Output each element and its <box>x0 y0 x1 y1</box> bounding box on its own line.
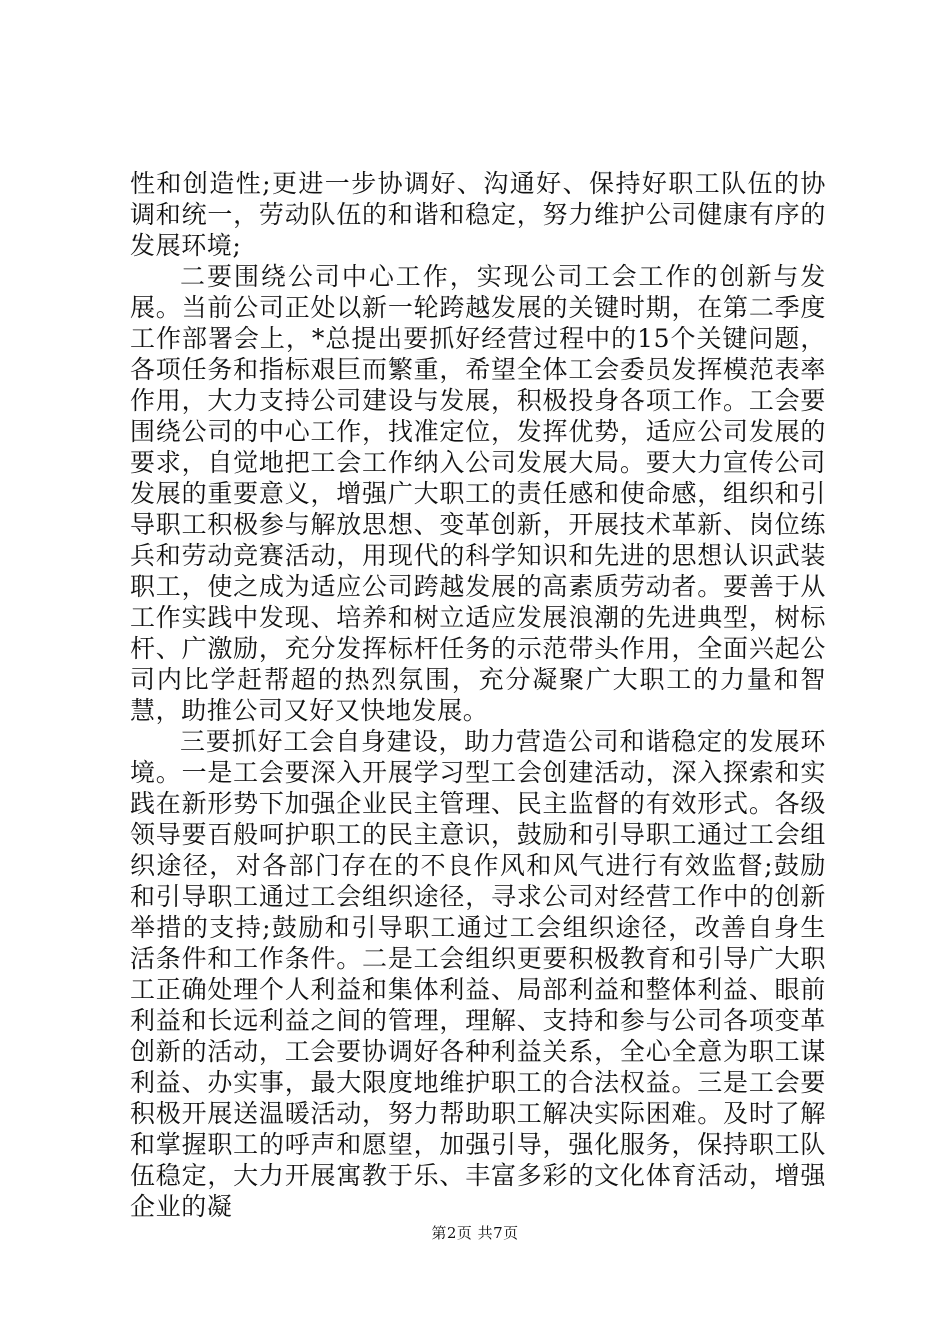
document-body <box>130 168 826 1222</box>
paragraph-3: 三要抓好工会自身建设，助力营造公司和谐稳定的发展环境。一是工会要深入开展学习型工会创建活动，深入探索和实践在新形势下加强企业民主管理、民主监督的有效形式。各级领导要百般呵护职工的民主意识，鼓励和引导职工通过工会组织途径，对各部门存在的不良作风和风气进行有效监督;鼓励和引导职工通过工会组织途径，寻求公司对经营工作中的创新举措的支持;鼓励和引导职工通过工会组织途径，改善自身生活条件和工作条件。二是工会组织更要积极教育和引导广大职工正确处理个人利益和集体利益、局部利益和整体利益、眼前利益和长远利益之间的管理，理解、支持和参与公司各项变革创新的活动，工会要协调好各种利益关系，全心全意为职工谋利益、办实事，最大限度地维护职工的合法权益。三是工会要积极开展送温暖活动，努力帮助职工解决实际困难。及时了解和掌握职工的呼声和愿望，加强引导，强化服务，保持职工队伍稳定，大力开展寓教于乐、丰富多彩的文化体育活动，增强企业的凝 <box>130 727 826 1221</box>
paragraph-1: 性和创造性;更进一步协调好、沟通好、保持好职工队伍的协调和统一，劳动队伍的和谐和稳定，努力维护公司健康有序的发展环境; <box>130 169 826 260</box>
paragraph-2: 二要围绕公司中心工作，实现公司工会工作的创新与发展。当前公司正处以新一轮跨越发展的关键时期，在第二季度工作部署会上，*总提出要抓好经营过程中的15个关键问题，各项任务和指标艰巨而繁重，希望全体工会委员发挥模范表率作用，大力支持公司建设与发展，积极投身各项工作。工会要围绕公司的中心工作，找准定位，发挥优势，适应公司发展的要求，自觉地把工会工作纳入公司发展大局。要大力宣传公司发展的重要意义，增强广大职工的责任感和使命感，组织和引导职工积极参与解放思想、变革创新，开展技术革新、岗位练兵和劳动竞赛活动，用现代的科学知识和先进的思想认识武装职工，使之成为适应公司跨越发展的高素质劳动者。要善于从工作实践中发现、培养和树立适应发展浪潮的先进典型，树标杆、广激励，充分发挥标杆任务的示范带头作用，全面兴起公司内比学赶帮超的热烈氛围，充分凝聚广大职工的力量和智慧，助推公司又好又快地发展。 <box>130 262 826 725</box>
page-number-footer: 第2页 共7页 <box>431 1224 519 1242</box>
